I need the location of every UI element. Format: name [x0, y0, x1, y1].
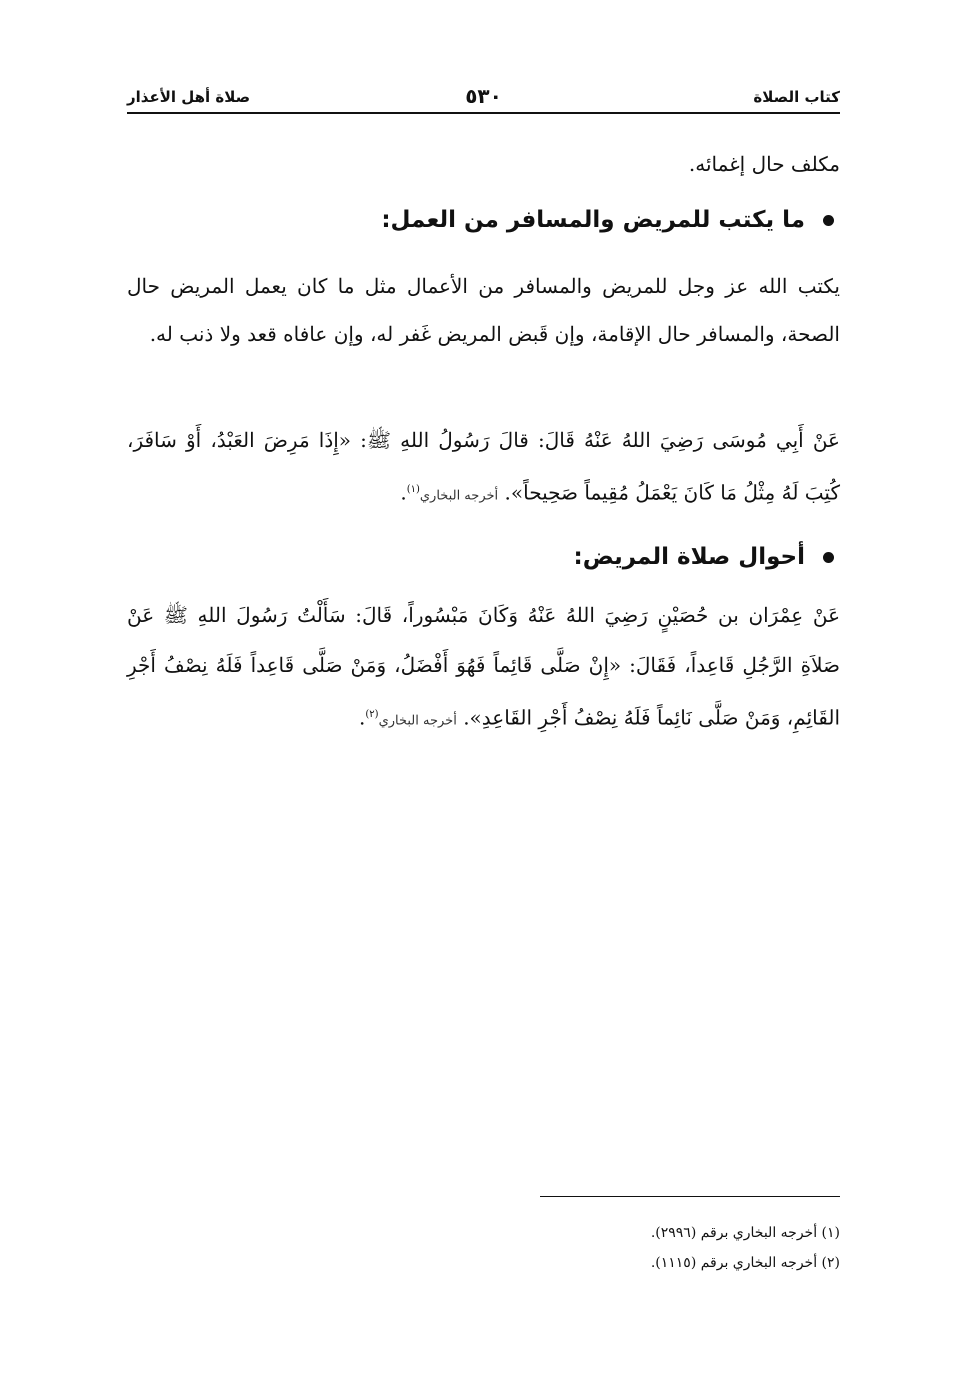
header-rule: [127, 112, 840, 114]
footnote-rule: [540, 1196, 840, 1197]
chapter-title: كتاب الصلاة: [753, 88, 840, 106]
bullet-icon: [823, 552, 834, 563]
section-heading-sick-prayer: [127, 544, 840, 570]
bullet-icon: [823, 215, 834, 226]
heading-text: ما يكتب للمريض والمسافر من العمل:: [381, 207, 805, 233]
hadith-text: عَنْ أَبِي مُوسَى رَضِيَ اللهُ عَنْهُ قَالَ: قالَ رَسُولُ اللهِ ﷺ: «إِذَا مَرِضَ العَبْدُ، أَوْ سَافَرَ، كُتِبَ لَهُ مِثْلُ مَا كَانَ يَعْمَلُ مُقِيماً صَحِيحاً».: [127, 428, 840, 505]
page-number: ٥٣٠: [465, 84, 502, 108]
section-title: صلاة أهل الأعذار: [127, 88, 251, 106]
hadith-abu-musa: [127, 415, 840, 522]
hadith-source: أخرجه البخاري: [378, 713, 457, 729]
footnote-1: (١) أخرجه البخاري برقم (٢٩٩٦).: [650, 1225, 840, 1241]
hadith-end: .: [359, 705, 366, 730]
hadith-end: .: [400, 480, 407, 505]
hadith-source: أخرجه البخاري: [419, 488, 499, 504]
footnote-2: (٢) أخرجه البخاري برقم (١١١٥).: [650, 1255, 840, 1271]
section-heading-sick-traveler: [127, 207, 840, 233]
running-head: [127, 82, 840, 112]
hadith-text: عَنْ عِمْرَان بن حُصَيْنٍ رَضِيَ اللهُ عَنْهُ وَكَانَ مَبْسُوراً، قَالَ: سَأَلْتُ رَسُولَ اللهِ ﷺ عَنْ صَلاَةِ الرَّجُلِ قَاعِداً، فَقَالَ: «إِنْ صَلَّى قَائِماً فَهُوَ أَفْضَلُ، وَمَنْ صَلَّى قَاعِداً فَلَهُ نِصْفُ أَجْرِ القَائِمِ، وَمَنْ صَلَّى نَائِماً فَلَهُ نِصْفُ أَجْرِ القَاعِدِ».: [127, 603, 841, 730]
footnote-ref: (٢): [365, 709, 379, 720]
footnotes: [127, 1218, 840, 1278]
lead-paragraph: مكلف حال إغمائه.: [688, 152, 840, 176]
footnote-ref: (١): [406, 484, 420, 495]
heading-text: أحوال صلاة المريض:: [573, 544, 805, 570]
paragraph-sick-traveler: يكتب الله عز وجل للمريض والمسافر من الأعمال مثل ما كان يعمل المريض حال الصحة، والمسافر حال الإقامة، وإن قَبض المريض غَفر له، وإن عافاه قعد ولا ذنب له.: [127, 274, 840, 346]
hadith-imran: [127, 590, 840, 747]
